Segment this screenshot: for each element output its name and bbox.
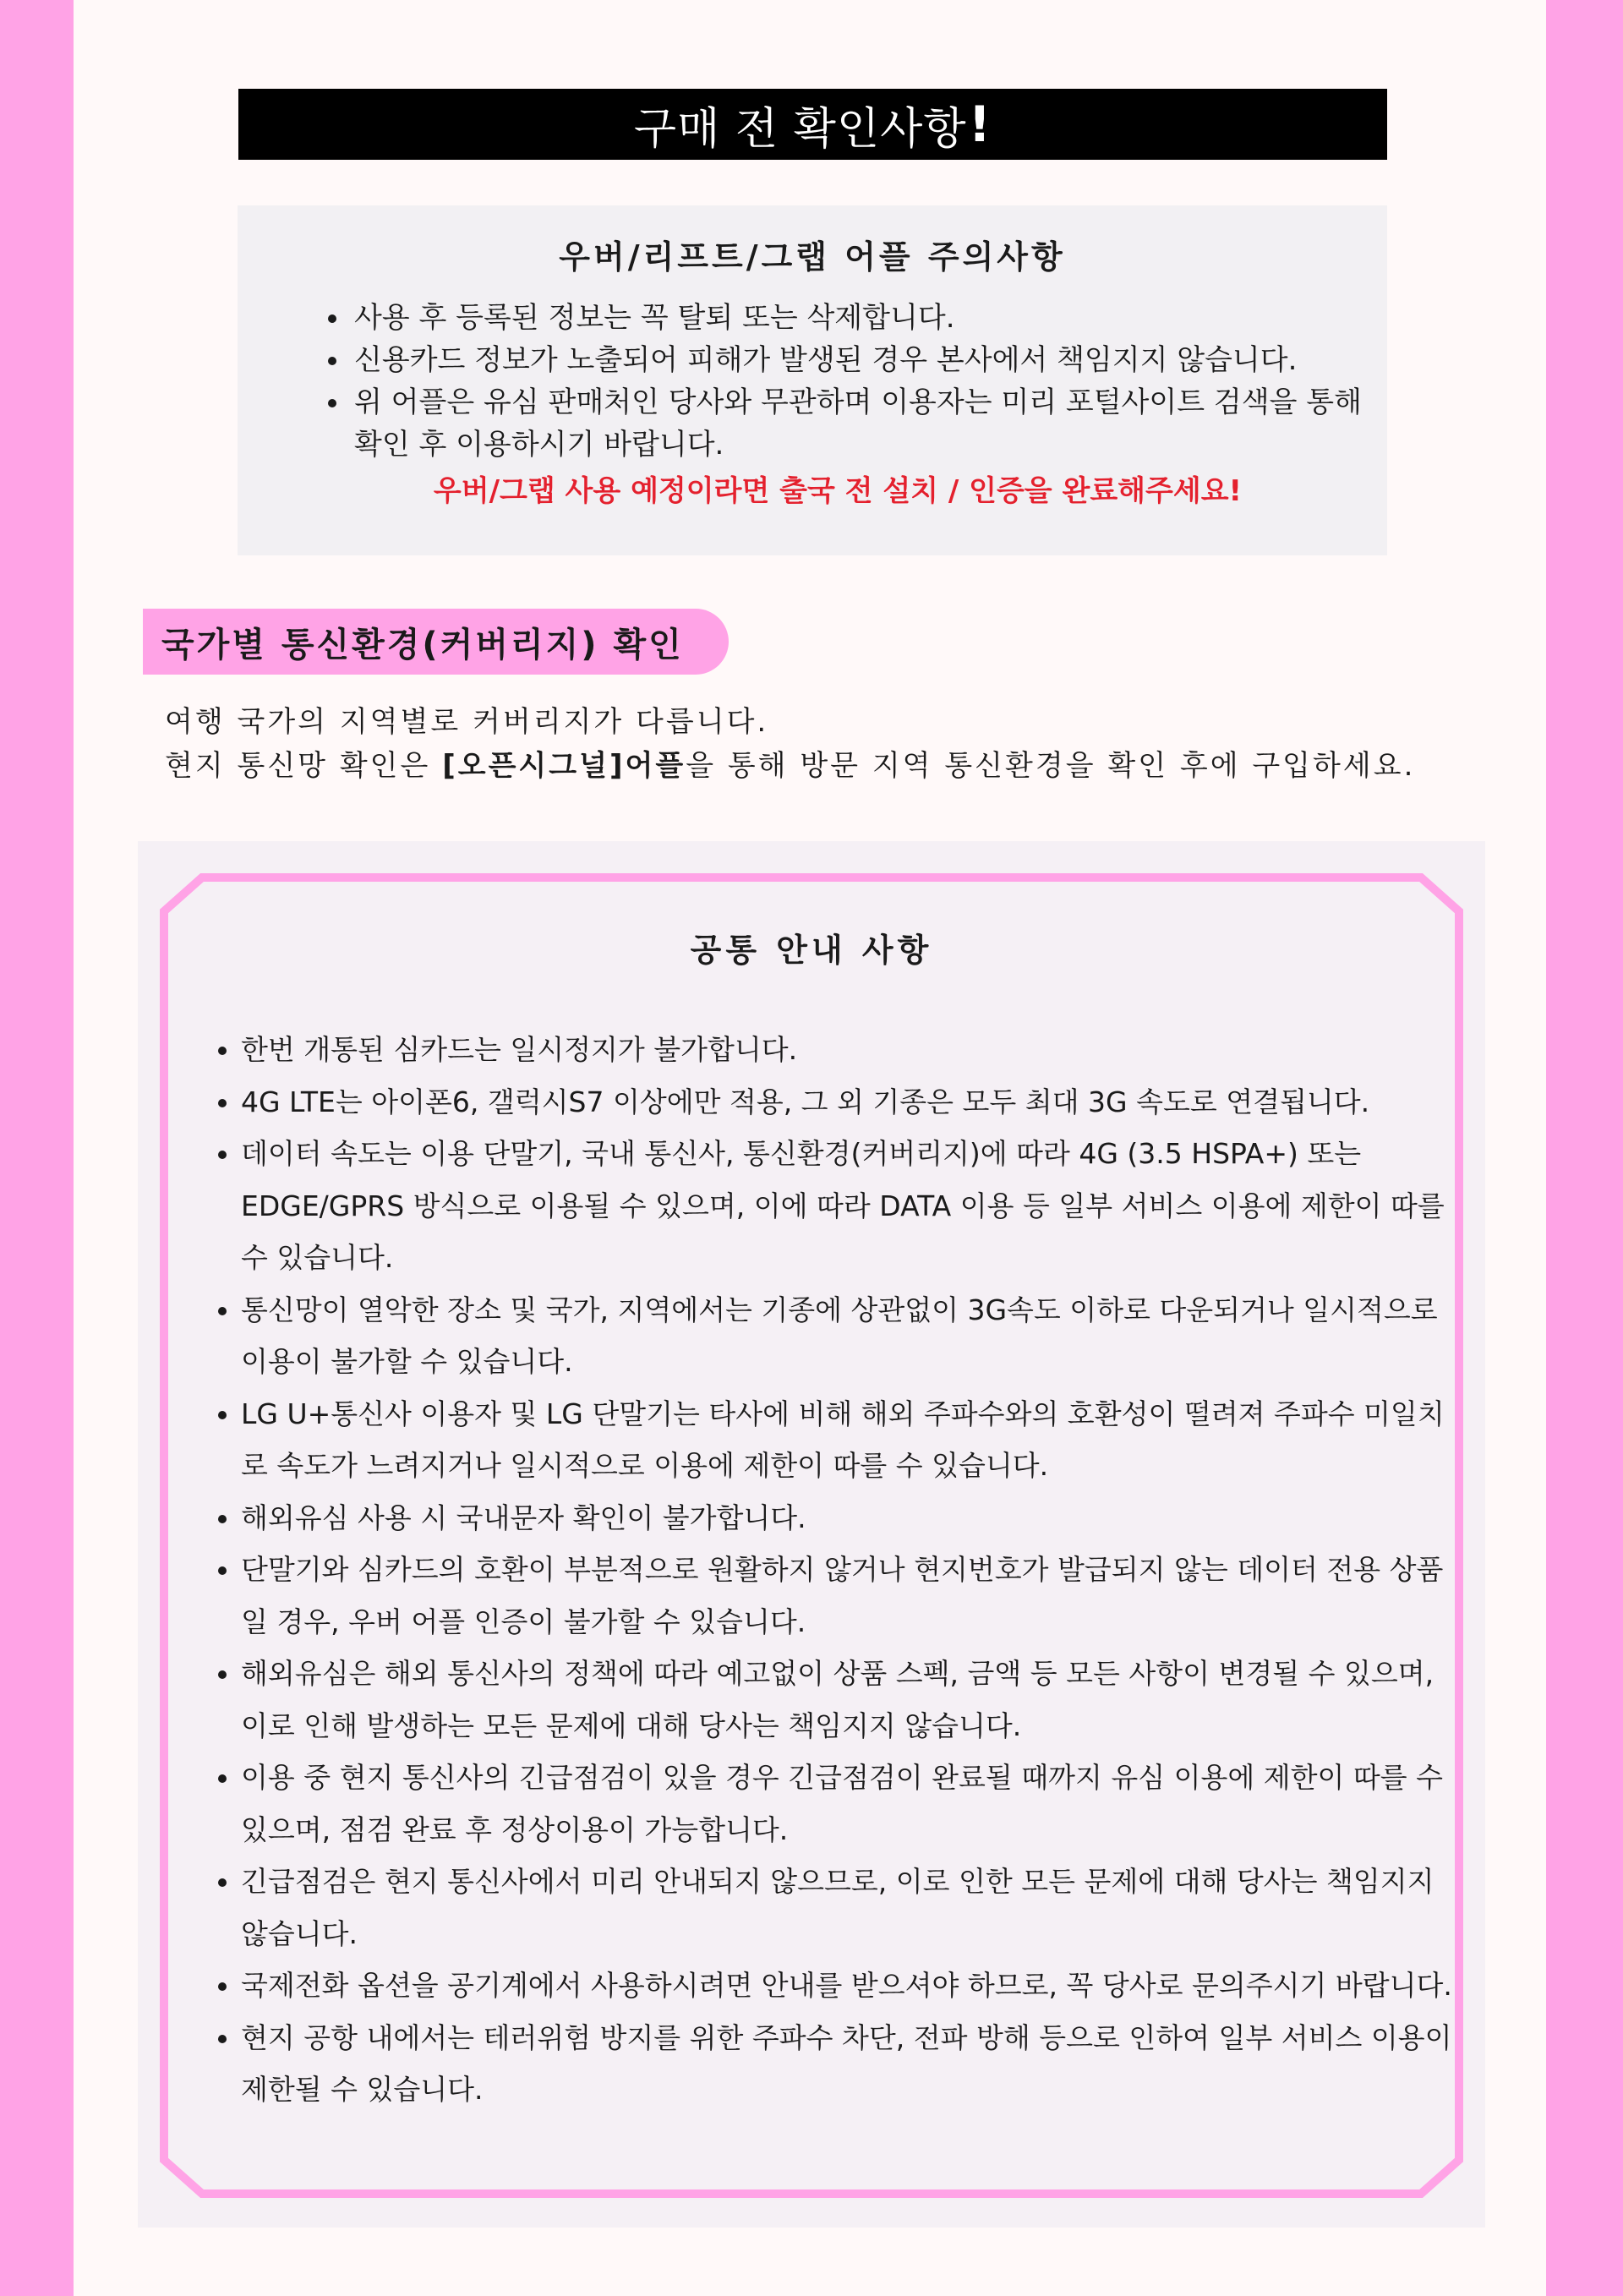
app-caution-box [238,205,1387,555]
coverage-heading: 국가별 통신환경(커버리지) 확인 [143,609,729,675]
list-item: • 4G LTE는 아이폰6, 갤럭시S7 이상에만 적용, 그 외 기종은 모두 최대 3G 속도로 연결됩니다. [241,1076,1458,1129]
page [74,0,1546,2296]
coverage-line-1: 여행 국가의 지역별로 커버리지가 다릅니다. [165,705,769,739]
purchase-check-banner [238,89,1387,160]
coverage-line-2-suffix: 을 통해 방문 지역 통신환경을 확인 후에 구입하세요. [686,749,1416,783]
common-notice-panel [138,841,1485,2228]
list-item: • 해외유심 사용 시 국내문자 확인이 불가합니다. [241,1492,1458,1544]
list-item: • 통신망이 열악한 장소 및 국가, 지역에서는 기종에 상관없이 3G속도 이하로 다운되거나 일시적으로 이용이 불가할 수 있습니다. [241,1284,1458,1388]
banner-exclamation: ! [968,96,992,153]
list-item: • 사용 후 등록된 정보는 꼭 탈퇴 또는 삭제합니다. [351,297,1365,339]
banner-title: 구매 전 확인사항 [633,103,967,155]
list-item: • 단말기와 심카드의 호환이 부분적으로 원활하지 않거나 현지번호가 발급되지 않는 데이터 전용 상품일 경우, 우버 어플 인증이 불가할 수 있습니다. [241,1544,1458,1648]
list-item: • 위 어플은 유심 판매처인 당사와 무관하며 이용자는 미리 포털사이트 검색을 통해 확인 후 이용하시기 바랍니다. [351,381,1365,466]
list-item: • 국제전화 옵션을 공기계에서 사용하시려면 안내를 받으셔야 하므로, 꼭 당사로 문의주시기 바랍니다. [241,1960,1458,2012]
list-item: • 해외유심은 해외 통신사의 정책에 따라 예고없이 상품 스펙, 금액 등 모든 사항이 변경될 수 있으며, 이로 인해 발생하는 모든 문제에 대해 당사는 책임지지 않습니다. [241,1648,1458,1752]
list-item: • 한번 개통된 심카드는 일시정지가 불가합니다. [241,1024,1458,1076]
list-item: • 이용 중 현지 통신사의 긴급점검이 있을 경우 긴급점검이 완료될 때까지 유심 이용에 제한이 따를 수 있으며, 점검 완료 후 정상이용이 가능합니다. [241,1752,1458,1856]
app-caution-note: 우버/그랩 사용 예정이라면 출국 전 설치 / 인증을 완료해주세요! [433,474,1243,508]
opensignal-app-name: [오픈시그널]어플 [442,749,686,783]
coverage-line-2 [165,744,1415,788]
list-item: • 현지 공항 내에서는 테러위험 방지를 위한 주파수 차단, 전파 방해 등으로 인하여 일부 서비스 이용이 제한될 수 있습니다. [241,2012,1458,2116]
common-notice-title: 공통 안내 사항 [690,932,933,969]
list-item: • 긴급점검은 현지 통신사에서 미리 안내되지 않으므로, 이로 인한 모든 문제에 대해 당사는 책임지지 않습니다. [241,1856,1458,1960]
common-notice-list [210,1024,1458,2116]
app-caution-title: 우버/리프트/그랩 어플 주의사항 [559,238,1066,276]
list-item: • LG U+통신사 이용자 및 LG 단말기는 타사에 비해 해외 주파수와의 호환성이 떨려져 주파수 미일치로 속도가 느려지거나 일시적으로 이용에 제한이 따를 수 있습니다. [241,1388,1458,1492]
list-item: • 데이터 속도는 이용 단말기, 국내 통신사, 통신환경(커버리지)에 따라 4G (3.5 HSPA+) 또는 EDGE/GPRS 방식으로 이용될 수 있으며, 이에 따라 DATA 이용 등 일부 서비스 이용에 제한이 따를 수 있습니다. [241,1128,1458,1284]
coverage-line-2-prefix: 현지 통신망 확인은 [165,749,443,783]
app-caution-list [320,297,1365,466]
coverage-text [165,700,1415,788]
common-notice-frame [160,873,1463,2198]
list-item: • 신용카드 정보가 노출되어 피해가 발생된 경우 본사에서 책임지지 않습니다. [351,339,1365,381]
